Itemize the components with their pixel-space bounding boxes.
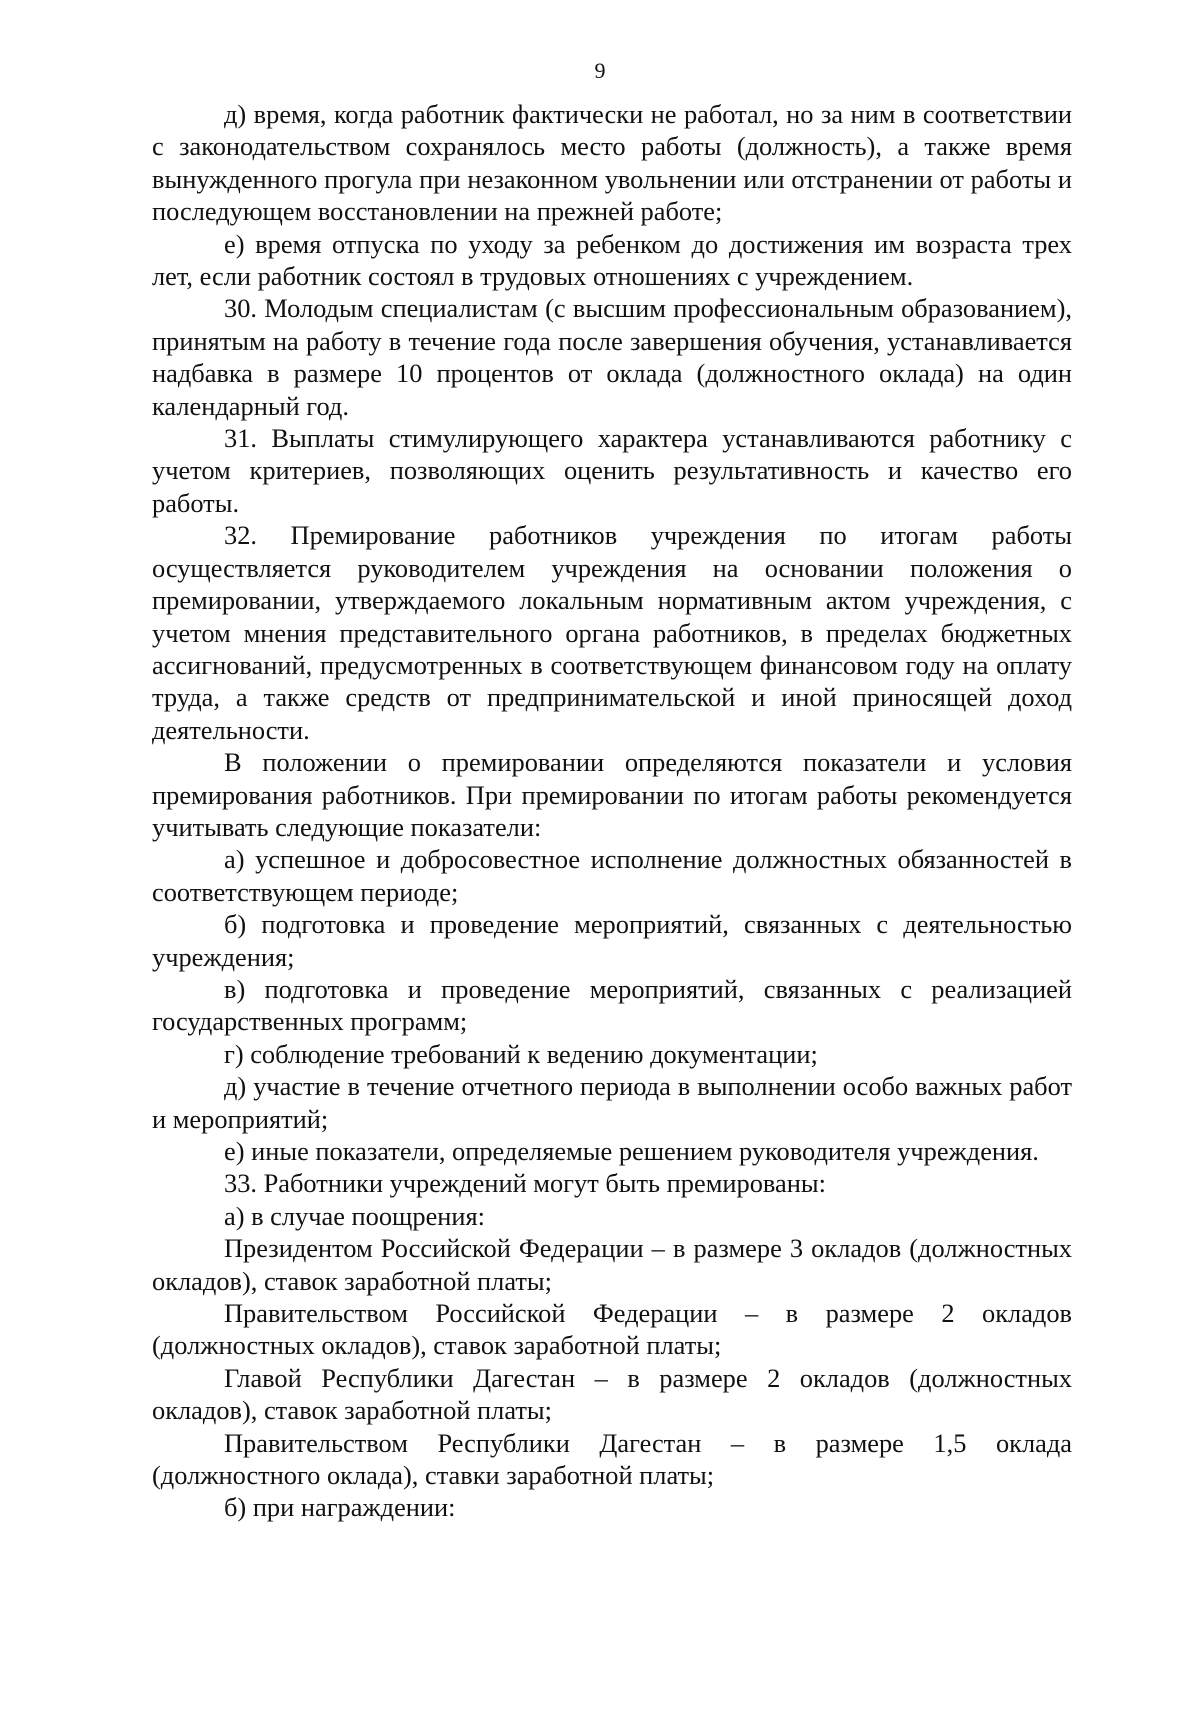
- paragraph-indicator-d: д) участие в течение отчетного периода в выполнении особо важных работ и мероприятий;: [152, 1071, 1072, 1134]
- paragraph-indicator-a: а) успешное и добросовестное исполнение должностных обязанностей в соответствующем периоде;: [152, 844, 1072, 907]
- paragraph-bonus-regulation: В положении о премировании определяются показатели и условия премирования работников. При премировании по итогам работы рекомендуется учитывать следующие показатели:: [152, 747, 1072, 842]
- page-number: 9: [594, 58, 606, 83]
- paragraph-clause-32: 32. Премирование работников учреждения по итогам работы осуществляется руководителем учреждения на основании положения о премировании, утверждаемого локальным нормативным актом учреждения, с учетом мнения представительного органа работников, в пределах бюджетных ассигнований, предусмотренных в соответствующем финансовом году на оплату труда, а также средств от предпринимательской и иной приносящей доход деятельности.: [152, 520, 1072, 745]
- document-text: [152, 98, 1072, 1524]
- paragraph-item-d-worktime: д) время, когда работник фактически не работал, но за ним в соответствии с законодательством сохранялось место работы (должность), а также время вынужденного прогула при незаконном увольнении или отстранении от работы и последующем восстановлении на прежней работе;: [152, 99, 1072, 227]
- paragraph-government-rf-bonus: Правительством Российской Федерации – в размере 2 окладов (должностных окладов), ставок заработной платы;: [152, 1298, 1072, 1361]
- paragraph-case-a-encouragement: а) в случае поощрения:: [224, 1200, 485, 1231]
- paragraph-indicator-g: г) соблюдение требований к ведению документации;: [224, 1038, 818, 1069]
- paragraph-case-b-award: б) при награждении:: [224, 1492, 456, 1523]
- paragraph-head-dagestan-bonus: Главой Республики Дагестан – в размере 2 окладов (должностных окладов), ставок заработной платы;: [152, 1362, 1072, 1426]
- paragraph-president-bonus: Президентом Российской Федерации – в размере 3 окладов (должностных окладов), ставок заработной платы;: [152, 1233, 1072, 1296]
- paragraph-indicator-b: б) подготовка и проведение мероприятий, связанных с деятельностью учреждения;: [152, 909, 1072, 972]
- paragraph-clause-30: 30. Молодым специалистам (с высшим профессиональным образованием), принятым на работу в течение года после завершения обучения, устанавливается надбавка в размере 10 процентов от оклада (должностного оклада) на один календарный год.: [152, 293, 1072, 421]
- paragraph-government-dagestan-bonus: Правительством Республики Дагестан – в размере 1,5 оклада (должностного оклада), ставки заработной платы;: [152, 1427, 1072, 1491]
- paragraph-item-e-childcare-leave: е) время отпуска по уходу за ребенком до достижения им возраста трех лет, если работник состоял в трудовых отношениях с учреждением.: [152, 228, 1072, 292]
- paragraph-clause-33: 33. Работники учреждений могут быть премированы:: [224, 1168, 826, 1199]
- paragraph-indicator-e: е) иные показатели, определяемые решением руководителя учреждения.: [224, 1136, 1039, 1166]
- paragraph-indicator-v: в) подготовка и проведение мероприятий, связанных с реализацией государственных программ;: [152, 973, 1072, 1037]
- paragraph-clause-31: 31. Выплаты стимулирующего характера устанавливаются работнику с учетом критериев, позволяющих оценить результативность и качество его работы.: [152, 423, 1072, 518]
